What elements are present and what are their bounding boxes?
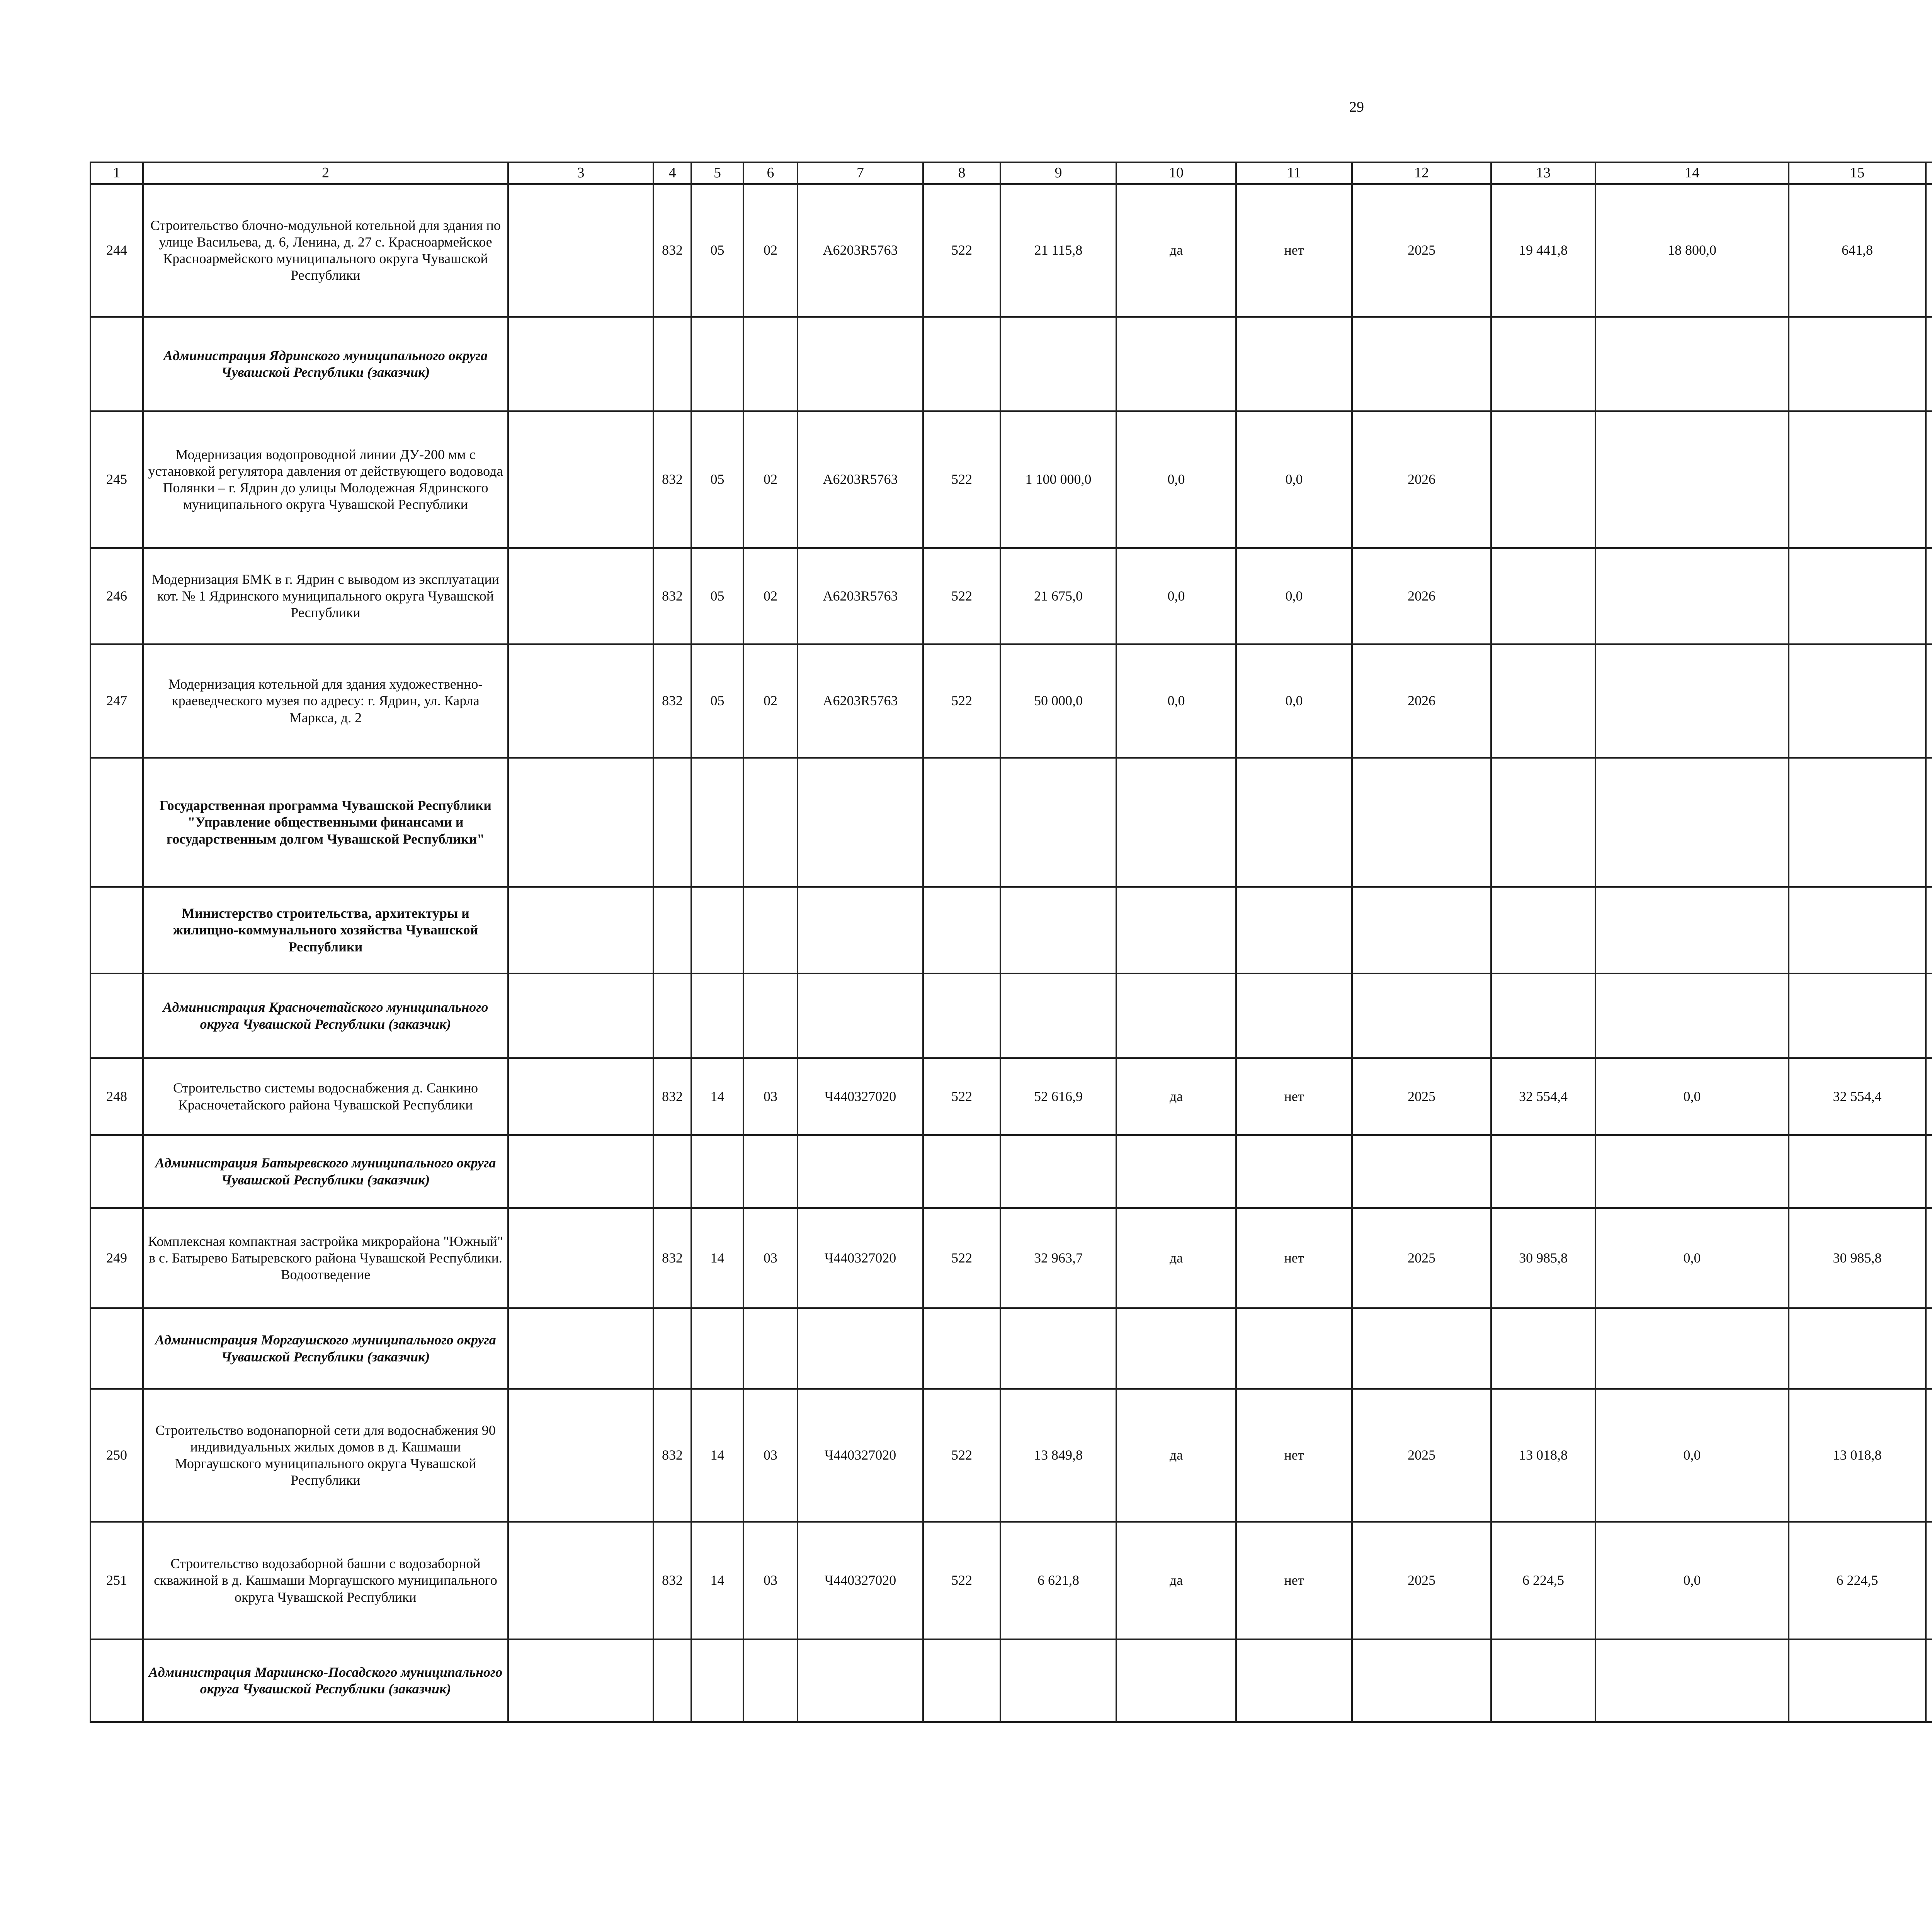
cell: 522 <box>923 1208 1000 1308</box>
cell: 0,0 <box>1595 1522 1789 1639</box>
cell <box>653 1639 691 1722</box>
cell <box>1595 1308 1789 1389</box>
program-title: Государственная программа Чувашской Республики "Управление общественными финансами и государственным долгом Чувашской Республики" <box>143 758 508 887</box>
cell: 05 <box>691 644 743 758</box>
table-row <box>90 644 1932 758</box>
cell: 2025 <box>1352 1058 1491 1135</box>
cell <box>508 411 653 548</box>
section-row <box>90 317 1932 411</box>
cell: 52 616,9 <box>1000 1058 1116 1135</box>
cell <box>1926 1208 1932 1308</box>
cell: 30 985,8 <box>1491 1208 1595 1308</box>
cell <box>508 548 653 644</box>
header-cell: 15 <box>1789 162 1926 184</box>
cell: 522 <box>923 548 1000 644</box>
cell: 2026 <box>1352 644 1491 758</box>
object-description: Строительство водонапорной сети для водоснабжения 90 индивидуальных жилых домов в д. Кашмаши Моргаушского муниципального округа Чувашской Республики <box>143 1389 508 1522</box>
cell <box>923 317 1000 411</box>
header-cell: 1 <box>90 162 143 184</box>
section-title: Администрация Красночетайского муниципального округа Чувашской Республики (заказчик) <box>143 973 508 1058</box>
cell: 832 <box>653 644 691 758</box>
cell <box>1595 411 1789 548</box>
cell <box>923 887 1000 973</box>
cell: 05 <box>691 548 743 644</box>
cell <box>508 1308 653 1389</box>
cell <box>743 1639 798 1722</box>
cell: 03 <box>743 1389 798 1522</box>
cell <box>1352 887 1491 973</box>
cell <box>653 317 691 411</box>
cell <box>1352 1308 1491 1389</box>
cell <box>691 887 743 973</box>
section-row <box>90 1135 1932 1208</box>
cell: 13 018,8 <box>1789 1389 1926 1522</box>
header-cell: 2 <box>143 162 508 184</box>
cell: 18 800,0 <box>1595 184 1789 317</box>
cell: 03 <box>743 1058 798 1135</box>
cell: 2025 <box>1352 1522 1491 1639</box>
cell: 30 985,8 <box>1789 1208 1926 1308</box>
cell <box>1926 184 1932 317</box>
header-cell: 11 <box>1236 162 1352 184</box>
cell <box>1491 1308 1595 1389</box>
object-description: Строительство водозаборной башни с водозаборной скважиной в д. Кашмаши Моргаушского муниципального округа Чувашской Республики <box>143 1522 508 1639</box>
object-description: Комплексная компактная застройка микрорайона "Южный" в с. Батырево Батыревского района Чувашской Республики. Водоотведение <box>143 1208 508 1308</box>
header-cell: 10 <box>1116 162 1236 184</box>
cell: 13 018,8 <box>1491 1389 1595 1522</box>
header-cell: 7 <box>798 162 923 184</box>
cell <box>1491 758 1595 887</box>
cell: 05 <box>691 184 743 317</box>
cell <box>90 973 143 1058</box>
section-title: Администрация Батыревского муниципального округа Чувашской Республики (заказчик) <box>143 1135 508 1208</box>
cell <box>1926 887 1932 973</box>
cell: 522 <box>923 1389 1000 1522</box>
cell <box>923 1639 1000 1722</box>
row-number: 244 <box>90 184 143 317</box>
cell <box>90 317 143 411</box>
cell <box>1352 317 1491 411</box>
cell <box>691 1639 743 1722</box>
cell <box>90 1308 143 1389</box>
cell: 832 <box>653 548 691 644</box>
table-row <box>90 1208 1932 1308</box>
cell: А6203R5763 <box>798 184 923 317</box>
cell: нет <box>1236 1522 1352 1639</box>
cell <box>508 758 653 887</box>
cell <box>1116 1639 1236 1722</box>
cell <box>1595 1639 1789 1722</box>
cell <box>508 1058 653 1135</box>
cell <box>1236 317 1352 411</box>
table-row <box>90 184 1932 317</box>
cell <box>1789 1639 1926 1722</box>
cell: 6 621,8 <box>1000 1522 1116 1639</box>
cell <box>1000 1308 1116 1389</box>
cell <box>653 1135 691 1208</box>
cell <box>1595 1135 1789 1208</box>
cell <box>1595 548 1789 644</box>
cell <box>691 1135 743 1208</box>
cell <box>508 184 653 317</box>
cell: 21 675,0 <box>1000 548 1116 644</box>
cell: Ч440327020 <box>798 1208 923 1308</box>
cell: А6203R5763 <box>798 548 923 644</box>
cell <box>1491 548 1595 644</box>
cell <box>923 973 1000 1058</box>
cell <box>90 887 143 973</box>
cell: 13 849,8 <box>1000 1389 1116 1522</box>
cell <box>1789 973 1926 1058</box>
cell: 32 554,4 <box>1491 1058 1595 1135</box>
cell: 0,0 <box>1595 1058 1789 1135</box>
cell <box>1000 973 1116 1058</box>
cell <box>1236 973 1352 1058</box>
cell <box>1926 1308 1932 1389</box>
cell: да <box>1116 1522 1236 1639</box>
cell <box>1000 758 1116 887</box>
header-cell: 8 <box>923 162 1000 184</box>
cell: 522 <box>923 411 1000 548</box>
row-number: 247 <box>90 644 143 758</box>
cell: 522 <box>923 644 1000 758</box>
cell <box>923 758 1000 887</box>
cell: 0,0 <box>1595 1389 1789 1522</box>
header-cell: 3 <box>508 162 653 184</box>
cell <box>508 644 653 758</box>
cell <box>1926 411 1932 548</box>
cell <box>508 973 653 1058</box>
cell <box>1236 1135 1352 1208</box>
cell: да <box>1116 1208 1236 1308</box>
cell <box>1116 973 1236 1058</box>
cell: 832 <box>653 1389 691 1522</box>
cell <box>1000 1135 1116 1208</box>
cell: Ч440327020 <box>798 1389 923 1522</box>
cell <box>1789 758 1926 887</box>
cell: 2025 <box>1352 1208 1491 1308</box>
cell <box>1116 1308 1236 1389</box>
cell <box>1352 973 1491 1058</box>
cell: 05 <box>691 411 743 548</box>
header-cell: 13 <box>1491 162 1595 184</box>
cell: 522 <box>923 1522 1000 1639</box>
cell <box>691 1308 743 1389</box>
cell <box>1000 317 1116 411</box>
cell <box>691 973 743 1058</box>
cell <box>1352 1639 1491 1722</box>
cell <box>1236 887 1352 973</box>
cell <box>508 1135 653 1208</box>
cell: нет <box>1236 1208 1352 1308</box>
cell: 832 <box>653 184 691 317</box>
cell <box>1236 1639 1352 1722</box>
row-number: 246 <box>90 548 143 644</box>
cell <box>1236 758 1352 887</box>
cell <box>653 887 691 973</box>
cell: 14 <box>691 1389 743 1522</box>
cell <box>508 1639 653 1722</box>
cell <box>743 887 798 973</box>
cell: 0,0 <box>1116 548 1236 644</box>
object-description: Строительство системы водоснабжения д. Санкино Красночетайского района Чувашской Республики <box>143 1058 508 1135</box>
cell <box>1000 1639 1116 1722</box>
row-number: 251 <box>90 1522 143 1639</box>
cell: 21 115,8 <box>1000 184 1116 317</box>
cell <box>743 317 798 411</box>
cell <box>798 758 923 887</box>
cell <box>1789 1135 1926 1208</box>
cell: 832 <box>653 1058 691 1135</box>
cell: 14 <box>691 1058 743 1135</box>
cell <box>798 1308 923 1389</box>
header-cell <box>1926 162 1932 184</box>
cell <box>1926 1058 1932 1135</box>
row-number: 248 <box>90 1058 143 1135</box>
cell <box>1491 973 1595 1058</box>
cell: 641,8 <box>1789 184 1926 317</box>
cell <box>653 973 691 1058</box>
cell: 6 224,5 <box>1491 1522 1595 1639</box>
cell <box>508 317 653 411</box>
cell <box>1352 1135 1491 1208</box>
cell <box>1116 887 1236 973</box>
cell <box>743 1308 798 1389</box>
cell <box>1116 1135 1236 1208</box>
cell <box>1789 644 1926 758</box>
cell <box>1926 644 1932 758</box>
cell <box>1352 758 1491 887</box>
cell <box>798 317 923 411</box>
cell: да <box>1116 1389 1236 1522</box>
cell: А6203R5763 <box>798 411 923 548</box>
cell <box>1789 887 1926 973</box>
header-cell: 14 <box>1595 162 1789 184</box>
cell <box>1595 887 1789 973</box>
cell <box>1595 973 1789 1058</box>
cell: 32 554,4 <box>1789 1058 1926 1135</box>
section-row <box>90 758 1932 887</box>
cell <box>1926 973 1932 1058</box>
header-cell: 9 <box>1000 162 1116 184</box>
cell <box>1926 1522 1932 1639</box>
cell <box>1789 1308 1926 1389</box>
table-row <box>90 1058 1932 1135</box>
cell: 0,0 <box>1236 644 1352 758</box>
cell <box>1595 317 1789 411</box>
table-row <box>90 411 1932 548</box>
cell: 832 <box>653 1522 691 1639</box>
cell <box>1595 644 1789 758</box>
cell: 6 224,5 <box>1789 1522 1926 1639</box>
cell <box>798 973 923 1058</box>
cell <box>743 758 798 887</box>
cell <box>90 1135 143 1208</box>
cell <box>1789 548 1926 644</box>
cell <box>1000 887 1116 973</box>
cell: 03 <box>743 1522 798 1639</box>
cell: да <box>1116 184 1236 317</box>
table-row <box>90 548 1932 644</box>
cell <box>1491 1135 1595 1208</box>
cell: 2025 <box>1352 1389 1491 1522</box>
cell <box>1926 1389 1932 1522</box>
cell <box>90 1639 143 1722</box>
cell <box>1789 411 1926 548</box>
cell: 0,0 <box>1236 548 1352 644</box>
cell <box>508 887 653 973</box>
cell <box>743 973 798 1058</box>
section-row <box>90 1639 1932 1722</box>
header-cell: 4 <box>653 162 691 184</box>
object-description: Модернизация БМК в г. Ядрин с выводом из эксплуатации кот. № 1 Ядринского муниципального округа Чувашской Республики <box>143 548 508 644</box>
page-number: 29 <box>1349 99 1364 115</box>
header-cell: 12 <box>1352 162 1491 184</box>
cell: 832 <box>653 1208 691 1308</box>
row-number: 249 <box>90 1208 143 1308</box>
cell: 02 <box>743 184 798 317</box>
cell: 19 441,8 <box>1491 184 1595 317</box>
cell: 0,0 <box>1116 411 1236 548</box>
cell <box>691 758 743 887</box>
cell: 03 <box>743 1208 798 1308</box>
cell <box>923 1308 1000 1389</box>
cell <box>923 1135 1000 1208</box>
row-number: 250 <box>90 1389 143 1522</box>
cell <box>798 1135 923 1208</box>
investment-table <box>90 162 1932 1723</box>
cell: 2025 <box>1352 184 1491 317</box>
cell: 522 <box>923 1058 1000 1135</box>
cell <box>1491 317 1595 411</box>
cell <box>508 1208 653 1308</box>
cell <box>508 1389 653 1522</box>
cell <box>653 1308 691 1389</box>
cell: 02 <box>743 548 798 644</box>
object-description: Строительство блочно-модульной котельной для здания по улице Васильева, д. 6, Ленина, д. 27 с. Красноармейское Красноармейского муниципального округа Чувашской Республики <box>143 184 508 317</box>
cell <box>1236 1308 1352 1389</box>
cell <box>1926 1135 1932 1208</box>
cell: нет <box>1236 1058 1352 1135</box>
table-row <box>90 1389 1932 1522</box>
cell <box>1926 548 1932 644</box>
header-cell: 5 <box>691 162 743 184</box>
cell <box>743 1135 798 1208</box>
section-row <box>90 1308 1932 1389</box>
cell: 50 000,0 <box>1000 644 1116 758</box>
cell <box>1491 411 1595 548</box>
section-row <box>90 887 1932 973</box>
cell <box>798 887 923 973</box>
table-row <box>90 1522 1932 1639</box>
section-title: Администрация Ядринского муниципального округа Чувашской Республики (заказчик) <box>143 317 508 411</box>
cell <box>1926 758 1932 887</box>
object-description: Модернизация котельной для здания художественно-краеведческого музея по адресу: г. Ядрин, ул. Карла Маркса, д. 2 <box>143 644 508 758</box>
cell: 832 <box>653 411 691 548</box>
cell <box>1595 758 1789 887</box>
cell <box>691 317 743 411</box>
cell: 2026 <box>1352 411 1491 548</box>
cell: 14 <box>691 1522 743 1639</box>
cell <box>1491 644 1595 758</box>
cell: 02 <box>743 644 798 758</box>
cell: 522 <box>923 184 1000 317</box>
cell: 14 <box>691 1208 743 1308</box>
cell <box>1926 1639 1932 1722</box>
cell: 1 100 000,0 <box>1000 411 1116 548</box>
section-row <box>90 973 1932 1058</box>
row-number: 245 <box>90 411 143 548</box>
cell <box>1926 317 1932 411</box>
column-number-header <box>90 162 1932 184</box>
cell: 02 <box>743 411 798 548</box>
cell <box>1491 887 1595 973</box>
cell: 0,0 <box>1236 411 1352 548</box>
object-description: Модернизация водопроводной линии ДУ-200 мм с установкой регулятора давления от действующего водовода Полянки – г. Ядрин до улицы Молодежная Ядринского муниципального округа Чувашской Республики <box>143 411 508 548</box>
cell <box>90 758 143 887</box>
section-title: Администрация Моргаушского муниципального округа Чувашской Республики (заказчик) <box>143 1308 508 1389</box>
cell <box>1491 1639 1595 1722</box>
cell: нет <box>1236 1389 1352 1522</box>
cell: да <box>1116 1058 1236 1135</box>
cell: 32 963,7 <box>1000 1208 1116 1308</box>
cell <box>1789 317 1926 411</box>
cell: нет <box>1236 184 1352 317</box>
cell: 0,0 <box>1116 644 1236 758</box>
cell: Ч440327020 <box>798 1058 923 1135</box>
header-cell: 6 <box>743 162 798 184</box>
section-title: Администрация Мариинско-Посадского муниципального округа Чувашской Республики (заказчик) <box>143 1639 508 1722</box>
cell <box>1116 317 1236 411</box>
cell <box>798 1639 923 1722</box>
cell <box>1116 758 1236 887</box>
cell: 2026 <box>1352 548 1491 644</box>
cell: 0,0 <box>1595 1208 1789 1308</box>
ministry-title: Министерство строительства, архитектуры и жилищно-коммунального хозяйства Чувашской Республики <box>143 887 508 973</box>
cell <box>653 758 691 887</box>
cell: А6203R5763 <box>798 644 923 758</box>
cell: Ч440327020 <box>798 1522 923 1639</box>
cell <box>508 1522 653 1639</box>
